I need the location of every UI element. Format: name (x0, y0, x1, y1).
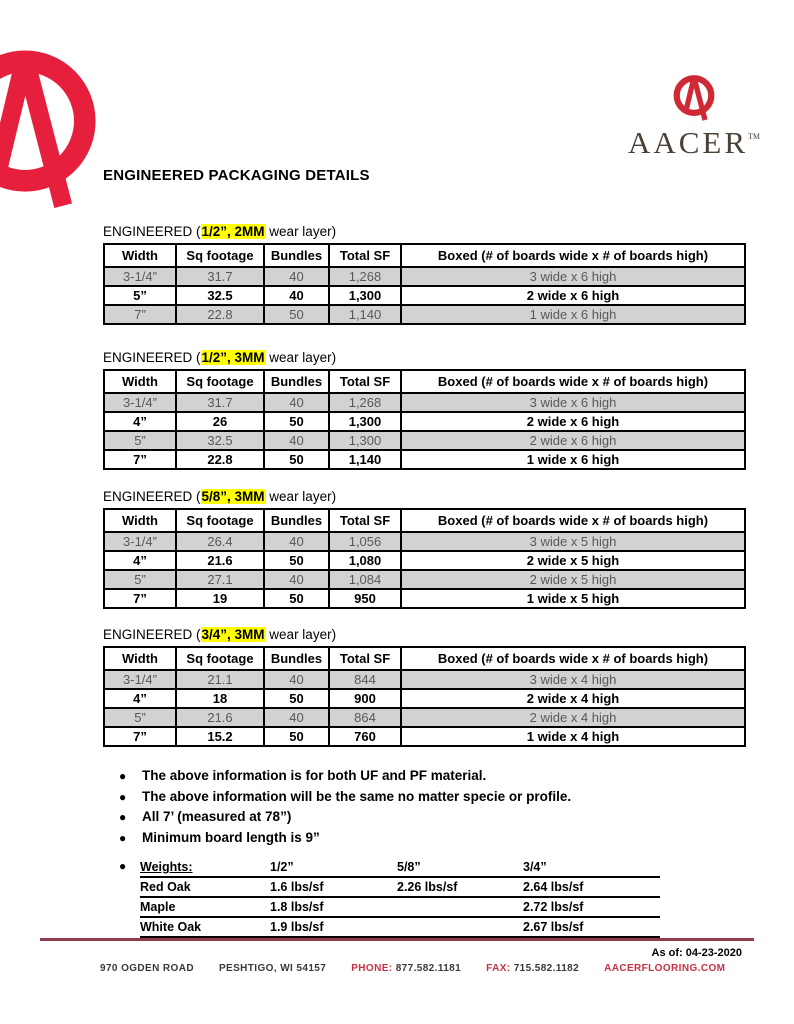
brand-wordmark: AACER (627, 125, 749, 160)
table-cell: 26 (176, 412, 264, 431)
weights-cell: 5/8” (397, 860, 421, 874)
table-cell: 40 (264, 670, 329, 689)
table-cell: 1 wide x 6 high (401, 450, 745, 469)
table-cell: 1,268 (329, 267, 401, 286)
table-cell: 26.4 (176, 532, 264, 551)
table-cell: 2 wide x 6 high (401, 412, 745, 431)
table-cell: 7” (104, 305, 176, 324)
table-cell: 4” (104, 412, 176, 431)
section-five-eighth-3mm (103, 489, 744, 609)
table-cell: 50 (264, 727, 329, 746)
table-cell: 3 wide x 5 high (401, 532, 745, 551)
note-text: Minimum board length is 9” (142, 829, 320, 845)
weights-row (140, 898, 660, 918)
weights-row (140, 878, 660, 898)
table-row (104, 286, 745, 305)
weights-cell: 1.9 lbs/sf (270, 920, 324, 934)
table-cell: 21.6 (176, 708, 264, 727)
section-heading (103, 224, 744, 239)
weights-cell: 2.26 lbs/sf (397, 880, 458, 894)
table-cell: 32.5 (176, 286, 264, 305)
table-cell: 7” (104, 727, 176, 746)
heading-text: ENGINEERED ( (103, 350, 201, 365)
column-header: Boxed (# of boards wide x # of boards high) (401, 509, 745, 532)
bullet-icon: ● (119, 769, 127, 783)
table-row (104, 393, 745, 412)
heading-text: wear layer) (265, 224, 337, 239)
column-header: Sq footage (176, 244, 264, 267)
bullet-icon: ● (119, 810, 127, 824)
column-header: Width (104, 370, 176, 393)
table-cell: 2 wide x 6 high (401, 431, 745, 450)
brand-block (598, 72, 790, 161)
table-cell: 31.7 (176, 267, 264, 286)
table-row (104, 689, 745, 708)
page-title: ENGINEERED PACKAGING DETAILS (103, 167, 370, 184)
table-cell: 40 (264, 286, 329, 305)
note-text: All 7’ (measured at 78”) (142, 809, 292, 824)
section-heading (103, 350, 744, 365)
footer-address: 970 OGDEN ROAD (100, 963, 194, 974)
weights-header-row (140, 858, 660, 878)
brand-name (598, 125, 790, 161)
list-item (119, 766, 571, 787)
column-header: Sq footage (176, 509, 264, 532)
section-heading (103, 627, 744, 642)
phone-label: PHONE: (351, 963, 393, 974)
section-half-inch-2mm (103, 224, 744, 325)
weights-cell (397, 900, 523, 915)
table-cell: 40 (264, 267, 329, 286)
column-header: Bundles (264, 509, 329, 532)
fax-number: 715.582.1182 (513, 963, 580, 974)
table-cell: 15.2 (176, 727, 264, 746)
table-cell: 950 (329, 589, 401, 608)
packaging-table (103, 508, 746, 609)
packaging-table (103, 243, 746, 325)
table-cell: 50 (264, 689, 329, 708)
heading-highlight: 5/8”, 3MM (201, 489, 265, 504)
column-header: Total SF (329, 370, 401, 393)
as-of-date: As of: 04-23-2020 (651, 947, 742, 959)
fax-label: FAX: (486, 963, 511, 974)
table-cell: 3-1/4” (104, 267, 176, 286)
table-cell: 22.8 (176, 305, 264, 324)
table-cell: 50 (264, 412, 329, 431)
table-row (104, 570, 745, 589)
table-cell: 1,300 (329, 412, 401, 431)
table-cell: 1,140 (329, 305, 401, 324)
table-cell: 864 (329, 708, 401, 727)
table-cell: 5” (104, 570, 176, 589)
table-cell: 1,084 (329, 570, 401, 589)
footer-fax (486, 963, 579, 974)
table-cell: 2 wide x 5 high (401, 551, 745, 570)
bullet-icon: ● (119, 859, 127, 873)
weights-cell: Weights: (140, 860, 193, 874)
table-cell: 3 wide x 6 high (401, 393, 745, 412)
table-cell: 7” (104, 589, 176, 608)
table-cell: 1 wide x 4 high (401, 727, 745, 746)
table-cell: 21.6 (176, 551, 264, 570)
table-cell: 2 wide x 6 high (401, 286, 745, 305)
table-cell: 2 wide x 4 high (401, 689, 745, 708)
table-cell: 1 wide x 5 high (401, 589, 745, 608)
table-cell: 1 wide x 6 high (401, 305, 745, 324)
table-cell: 1,056 (329, 532, 401, 551)
note-text: The above information will be the same no matter specie or profile. (142, 788, 572, 804)
column-header: Total SF (329, 509, 401, 532)
packaging-table (103, 646, 746, 747)
column-header: Bundles (264, 244, 329, 267)
weights-cell: Maple (140, 900, 176, 914)
weights-cell (397, 920, 523, 935)
table-row (104, 412, 745, 431)
table-cell: 3 wide x 4 high (401, 670, 745, 689)
table-row (104, 589, 745, 608)
table-header-row (104, 244, 745, 267)
table-cell: 50 (264, 450, 329, 469)
table-cell: 1,268 (329, 393, 401, 412)
notes-list (119, 766, 571, 848)
table-cell: 900 (329, 689, 401, 708)
table-row (104, 267, 745, 286)
weights-row (140, 918, 660, 938)
heading-highlight: 3/4”, 3MM (201, 627, 265, 642)
table-header-row (104, 509, 745, 532)
table-header-row (104, 647, 745, 670)
table-cell: 3-1/4” (104, 393, 176, 412)
weights-cell: 2.64 lbs/sf (523, 880, 584, 894)
heading-text: ENGINEERED ( (103, 224, 201, 239)
table-cell: 1,300 (329, 286, 401, 305)
bullet-icon: ● (119, 830, 127, 845)
aacer-a-mark-icon (670, 72, 718, 122)
table-cell: 2 wide x 5 high (401, 570, 745, 589)
packaging-table (103, 369, 746, 470)
trademark-symbol: TM (748, 132, 761, 141)
table-cell: 50 (264, 305, 329, 324)
heading-highlight: 1/2”, 2MM (201, 224, 265, 239)
table-cell: 844 (329, 670, 401, 689)
heading-highlight: 1/2”, 3MM (201, 350, 265, 365)
weights-cell: Red Oak (140, 880, 191, 894)
table-row (104, 551, 745, 570)
column-header: Boxed (# of boards wide x # of boards high) (401, 370, 745, 393)
table-row (104, 670, 745, 689)
table-cell: 5” (104, 286, 176, 305)
weights-section (119, 858, 660, 938)
table-cell: 4” (104, 551, 176, 570)
column-header: Boxed (# of boards wide x # of boards high) (401, 647, 745, 670)
weights-cell: 2.67 lbs/sf (523, 920, 584, 934)
section-heading (103, 489, 744, 504)
table-cell: 22.8 (176, 450, 264, 469)
weights-cell: 1/2” (270, 860, 294, 874)
table-cell: 32.5 (176, 431, 264, 450)
table-cell: 760 (329, 727, 401, 746)
list-item (119, 787, 571, 808)
heading-text: ENGINEERED ( (103, 627, 201, 642)
column-header: Total SF (329, 647, 401, 670)
table-cell: 1,140 (329, 450, 401, 469)
table-cell: 3-1/4” (104, 532, 176, 551)
table-cell: 1,300 (329, 431, 401, 450)
weights-cell: 3/4” (523, 860, 547, 874)
weights-table (140, 858, 660, 938)
list-item (119, 828, 571, 849)
weights-cell: 1.8 lbs/sf (270, 900, 324, 914)
table-cell: 2 wide x 4 high (401, 708, 745, 727)
table-cell: 3 wide x 6 high (401, 267, 745, 286)
column-header: Total SF (329, 244, 401, 267)
footer-contact (100, 963, 725, 974)
column-header: Width (104, 244, 176, 267)
footer-city: PESHTIGO, WI 54157 (218, 963, 327, 974)
table-row (104, 450, 745, 469)
table-row (104, 727, 745, 746)
section-three-quarter-3mm (103, 627, 744, 747)
bullet-icon: ● (119, 789, 127, 804)
weights-cell: 1.6 lbs/sf (270, 880, 324, 894)
table-cell: 4” (104, 689, 176, 708)
column-header: Boxed (# of boards wide x # of boards high) (401, 244, 745, 267)
weights-cell: White Oak (140, 920, 202, 934)
footer-phone (351, 963, 461, 974)
section-half-inch-3mm (103, 350, 744, 470)
table-cell: 7” (104, 450, 176, 469)
table-cell: 5” (104, 708, 176, 727)
list-item (119, 807, 571, 828)
table-cell: 40 (264, 532, 329, 551)
note-text: The above information is for both UF and PF material. (142, 768, 487, 783)
table-cell: 27.1 (176, 570, 264, 589)
table-cell: 40 (264, 393, 329, 412)
column-header: Bundles (264, 647, 329, 670)
column-header: Bundles (264, 370, 329, 393)
table-row (104, 305, 745, 324)
table-cell: 40 (264, 708, 329, 727)
column-header: Width (104, 509, 176, 532)
heading-text: wear layer) (265, 350, 337, 365)
table-cell: 50 (264, 551, 329, 570)
column-header: Sq footage (176, 370, 264, 393)
column-header: Sq footage (176, 647, 264, 670)
table-cell: 50 (264, 589, 329, 608)
footer-rule (40, 938, 754, 941)
table-header-row (104, 370, 745, 393)
heading-text: wear layer) (265, 627, 337, 642)
table-cell: 21.1 (176, 670, 264, 689)
table-cell: 40 (264, 570, 329, 589)
heading-text: wear layer) (265, 489, 337, 504)
table-cell: 3-1/4” (104, 670, 176, 689)
table-cell: 31.7 (176, 393, 264, 412)
website-link: AACERFLOORING.COM (604, 963, 726, 974)
table-row (104, 532, 745, 551)
phone-number: 877.582.1181 (395, 963, 462, 974)
table-cell: 40 (264, 431, 329, 450)
heading-text: ENGINEERED ( (103, 489, 201, 504)
aacer-a-mark-icon (0, 43, 108, 209)
table-row (104, 708, 745, 727)
table-cell: 18 (176, 689, 264, 708)
weights-cell: 2.72 lbs/sf (523, 900, 584, 914)
table-cell: 5” (104, 431, 176, 450)
table-cell: 19 (176, 589, 264, 608)
table-row (104, 431, 745, 450)
table-cell: 1,080 (329, 551, 401, 570)
column-header: Width (104, 647, 176, 670)
aacer-logo-cropped (0, 43, 108, 210)
